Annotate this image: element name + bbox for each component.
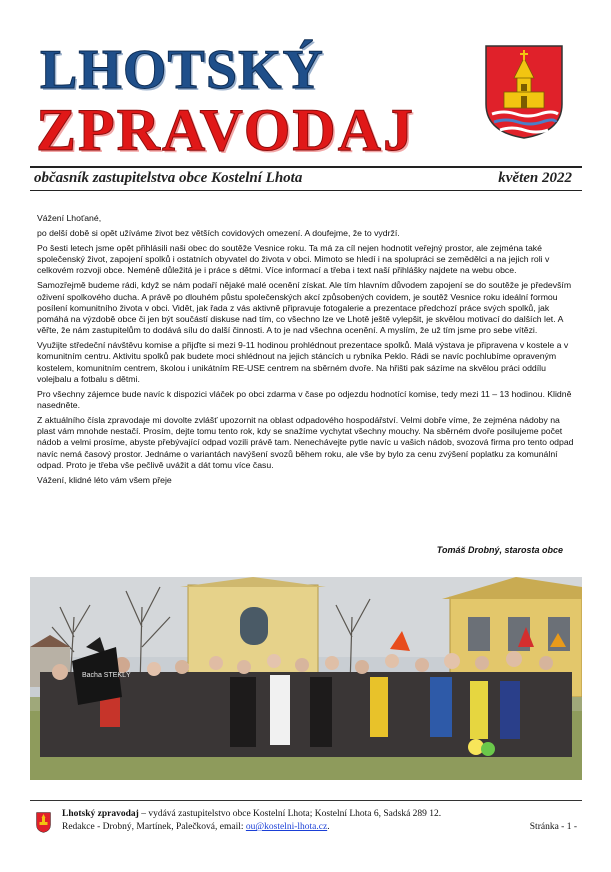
article-paragraph: po delší době si opět užíváme život bez větších covidových omezení. A doufejme, že to vydrží. bbox=[37, 228, 400, 238]
article-closing: Vážení, klidné léto vám všem přeje bbox=[37, 474, 172, 485]
masthead-title-line1: LHOTSKÝ bbox=[40, 39, 324, 101]
article-paragraph: Po šesti letech jsme opět přihlásili naši obec do soutěže Vesnice roku. Ta má za cíl nejen hodnotit veřejný prostor, ale zejména také společenský život, zapojení spolků i ostatních obyvatel do života v obci. Mimoto se hledí i na spolupráci se zemědělci a na jejich roli v celkovém rozvoji obce. Neméně důležitá je i práce s dětmi. Více informací a třeba i text naší přihlášky najdete na webu obce. bbox=[37, 243, 550, 276]
article-paragraph: Samozřejmě budeme rádi, když se nám podaří nějaké malé ocenění získat. Ale tím hlavním důvodem zapojení se do soutěže je především oživení spolkového ducha. A právě po dlouhém půstu společenských akcí způsobených covidem, je soutěž Vesnice roku ideální formou posílení komunitního života v obci. Vidět, jak řada z vás aktivně připravuje fotogalerie a prezentace předchozí práce svých spolků, jak pomáhá na výzdobě obce či jen být součástí diskuse nad tím, co všechno lze ve Lhotě ještě vylepšit, je skvělou motivací do dalších let. A věřte, že nám zastupitelům to dodává sílu do další činnosti. A to je nad všechna ocenění. A myslím, že už tím jsme pro sebe vítězi. bbox=[37, 280, 572, 336]
issue-date: květen 2022 bbox=[498, 170, 572, 186]
footer-title: Lhotský zpravodaj bbox=[62, 809, 139, 819]
article-paragraph: Využijte středeční návštěvu komise a přijďte si mezi 9-11 hodinou prohlédnout prezentace spolků. Malá výstava je připravena v kostele a v komunitním centru. Aktivitu spolků pak budete moci shlédnout na jejich stáncích u rybníka Peklo. Rádi se navíc pochlubíme opraveným kostelem, komunitním centrem, školou i unikátním RE-USE centrem na sběrném dvoře. Na hřišti pak sázíme na skvělou práci oddílu volejbalu a fotbalu s dětmi. bbox=[37, 340, 569, 384]
article-paragraph: Pro všechny zájemce bude navíc k dispozici vláček po obci zdarma v čase po odjezdu hodnotící komise, tedy mezi 11 – 13 hodinou. Klidně nasedněte. bbox=[37, 388, 572, 411]
masthead-subtitle-row bbox=[34, 170, 578, 187]
footer-email-link[interactable]: ou@kostelni-lhota.cz bbox=[245, 822, 328, 832]
article-paragraph: Z aktuálního čísla zpravodaje mi dovolte zvlášť upozornit na oblast odpadového hospodářství. Velmi dobře víme, že zejména nádoby na plast vám mnohde nestačí. Prosím, dejte tomu tento rok, kdy se snažíme vychytat všechny mouchy. Na sběrném dvoře posilujeme počet nádob a velmi prosíme, abyste přebývající odpad vozili právě tam. Nenechávejte pytle navíc u vašich nádob, svozová firma pro tento odpad navíc nemá časový prostor. Jednáme o variantách navýšení svozů během roku, ale vše by bylo za cenu zvýšení poplatku za komunální odpad. Proto je třeba vše pečlivě uvážit a dát tomu více času. bbox=[37, 415, 574, 470]
footer-period: . bbox=[327, 822, 330, 832]
footer-rule bbox=[30, 800, 582, 801]
editorial-article bbox=[37, 213, 575, 490]
article-greeting: Vážení Lhoťané, bbox=[37, 213, 102, 223]
village-coat-of-arms bbox=[484, 44, 564, 140]
footer-publisher: – vydává zastupitelstvo obce Kostelní Lhota; Kostelní Lhota 6, Sadská 289 12. bbox=[138, 809, 442, 819]
footer-coat-of-arms bbox=[36, 812, 51, 833]
page-number: Stránka - 1 - bbox=[529, 822, 577, 832]
footer-imprint bbox=[62, 808, 441, 834]
masthead-subtitle: občasník zastupitelstva obce Kostelní Lhota bbox=[34, 170, 303, 186]
carnival-group-photo bbox=[30, 577, 582, 780]
masthead-rule-top bbox=[30, 166, 582, 168]
article-signature: Tomáš Drobný, starosta obce bbox=[436, 545, 563, 555]
footer-editors: Redakce - Drobný, Martínek, Palečková, email: bbox=[62, 822, 246, 832]
masthead-title-line2: ZPRAVODAJ bbox=[36, 97, 416, 163]
svg-text:Bacha STEKLÝ: Bacha STEKLÝ bbox=[82, 672, 131, 679]
masthead-rule-bottom bbox=[30, 190, 582, 191]
